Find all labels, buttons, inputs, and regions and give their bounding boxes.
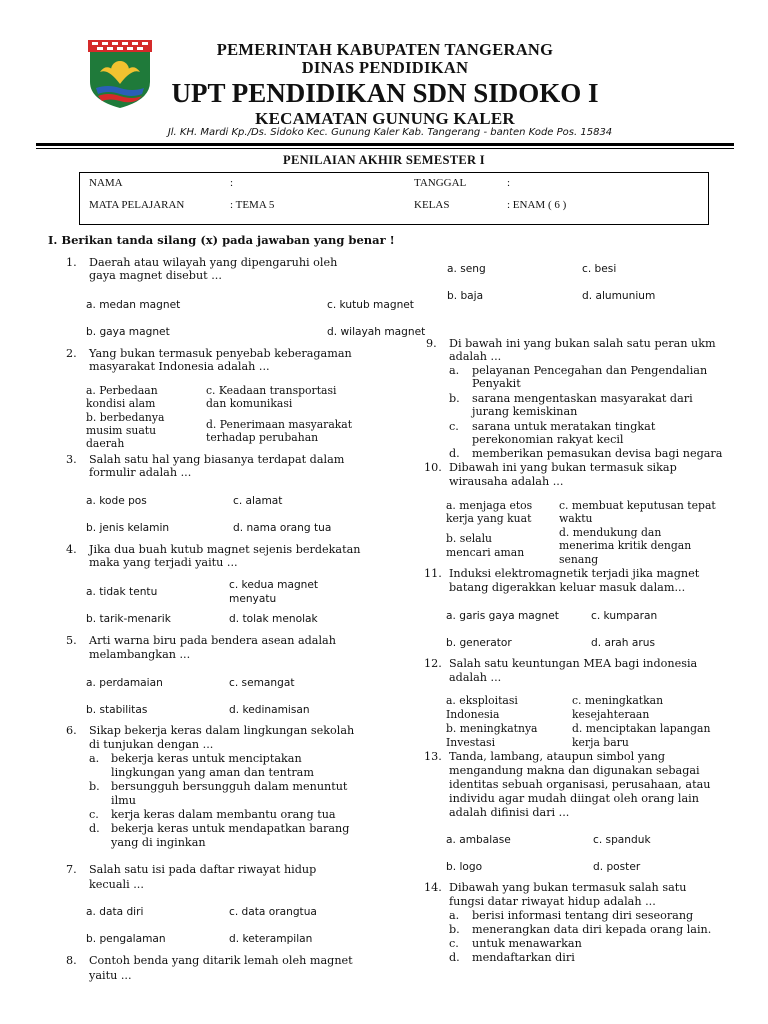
option-a-cont: Indonesia (446, 708, 500, 721)
option-b: b. stabilitas (86, 704, 148, 716)
option-d: d. arah arus (591, 637, 655, 649)
option-a: a. medan magnet (86, 299, 181, 311)
question-number: 2. (66, 347, 77, 360)
option-a: pelayanan Pencegahan dan Pengendalian (472, 364, 708, 377)
question-number: 8. (66, 954, 77, 967)
option-d-label: d. (89, 822, 100, 835)
option-b: b. gaya magnet (86, 326, 170, 338)
question-text: Salah satu hal yang biasanya terdapat dalam (89, 453, 345, 466)
option-a: a. perdamaian (86, 677, 163, 689)
nama-field: : (230, 177, 234, 189)
option-d-cont: senang (559, 553, 599, 566)
question-number: 13. (424, 750, 442, 763)
question-text: Salah satu isi pada daftar riwayat hidup (89, 863, 317, 876)
question-text: Induksi elektromagnetik terjadi jika magnet (449, 567, 700, 580)
question-text: adalah ... (449, 671, 502, 684)
option-d: mendaftarkan diri (472, 951, 575, 964)
option-d: d. poster (593, 861, 641, 873)
option-d: d. kedinamisan (229, 704, 310, 716)
option-c: c. semangat (229, 677, 295, 689)
question-text: adalah ... (449, 350, 502, 363)
option-d: d. wilayah magnet (327, 326, 426, 338)
option-d: d. keterampilan (229, 933, 313, 945)
school-district-logo (84, 38, 156, 110)
question-number: 11. (424, 567, 442, 580)
option-c-cont: kesejahteraan (572, 708, 650, 721)
option-c-cont: dan komunikasi (206, 397, 293, 410)
option-b-cont: mencari aman (446, 546, 525, 559)
option-b: bersungguh bersungguh dalam menuntut (111, 780, 348, 793)
option-c: untuk menawarkan (472, 937, 582, 950)
kelas-label: KELAS (414, 199, 450, 211)
question-number: 3. (66, 453, 77, 466)
option-d: bekerja keras untuk mendapatkan barang (111, 822, 350, 835)
header-district-line: KECAMATAN GUNUNG KALER (255, 109, 515, 128)
option-a: a. seng (447, 263, 486, 275)
question-number: 7. (66, 863, 77, 876)
header-department-line: DINAS PENDIDIKAN (301, 58, 469, 77)
header-government-line: PEMERINTAH KABUPATEN TANGERANG (216, 40, 554, 59)
option-a-cont: kondisi alam (86, 397, 156, 410)
question-text: kecuali ... (89, 878, 144, 891)
option-a: a. garis gaya magnet (446, 610, 559, 622)
option-a-label: a. (89, 752, 100, 765)
option-c: c. Keadaan transportasi (206, 384, 337, 397)
question-number: 5. (66, 634, 77, 647)
option-b-label: b. (449, 392, 460, 405)
question-text: yaitu ... (89, 969, 132, 982)
nama-label: NAMA (89, 177, 123, 189)
option-c-cont: perekonomian rakyat kecil (472, 433, 624, 446)
question-text: Di bawah ini yang bukan salah satu peran ukm (449, 337, 716, 350)
option-a: a. Perbedaan (86, 384, 158, 397)
question-text: Daerah atau wilayah yang dipengaruhi oleh (89, 256, 338, 269)
question-text: Dibawah ini yang bukan termasuk sikap (449, 461, 677, 474)
option-b-cont: daerah (86, 437, 125, 450)
question-text: Sikap bekerja keras dalam lingkungan sekolah (89, 724, 355, 737)
option-a: a. menjaga etos (446, 499, 533, 512)
option-a: bekerja keras untuk menciptakan (111, 752, 302, 765)
option-b: b. generator (446, 637, 512, 649)
question-text: individu agar mudah diingat oleh orang lain (449, 792, 699, 805)
option-d: d. nama orang tua (233, 522, 332, 534)
option-d-label: d. (449, 447, 460, 460)
option-d: d. menciptakan lapangan (572, 722, 711, 735)
question-text: di tunjukan dengan ... (89, 738, 214, 751)
option-a: a. kode pos (86, 495, 147, 507)
option-c: c. data orangtua (229, 906, 317, 918)
kelas-value: : ENAM ( 6 ) (507, 199, 567, 211)
option-d: memberikan pemasukan devisa bagi negara (472, 447, 723, 460)
question-text: wirausaha adalah ... (449, 475, 564, 488)
question-text: identitas sebuah organisasi, perusahaan, atau (449, 778, 711, 791)
question-text: fungsi datar riwayat hidup adalah ... (449, 895, 656, 908)
option-b: b. selalu (446, 532, 493, 545)
header-divider-thin (36, 148, 734, 149)
option-c: c. kedua magnet (229, 579, 319, 591)
option-c: c. kutub magnet (327, 299, 414, 311)
option-d-cont: terhadap perubahan (206, 431, 319, 444)
question-text: Salah satu keuntungan MEA bagi indonesia (449, 657, 698, 670)
option-c: c. besi (582, 263, 617, 275)
option-d: d. tolak menolak (229, 613, 318, 625)
option-d: d. alumunium (582, 290, 656, 302)
question-text: gaya magnet disebut ... (89, 269, 222, 282)
option-d: d. Penerimaan masyarakat (206, 418, 353, 431)
option-d-label: d. (449, 951, 460, 964)
exam-title: PENILAIAN AKHIR SEMESTER I (283, 153, 485, 167)
option-b: sarana mengentaskan masyarakat dari (472, 392, 693, 405)
question-number: 4. (66, 543, 77, 556)
question-number: 6. (66, 724, 77, 737)
student-info-box (79, 172, 709, 225)
option-a: a. ambalase (446, 834, 511, 846)
option-b: b. tarik-menarik (86, 613, 171, 625)
question-number: 1. (66, 256, 77, 269)
option-a-cont: kerja yang kuat (446, 512, 532, 525)
question-text: formulir adalah ... (89, 466, 192, 479)
option-b-label: b. (449, 923, 460, 936)
option-b: b. jenis kelamin (86, 522, 170, 534)
header-school-name: UPT PENDIDIKAN SDN SIDOKO I (171, 78, 599, 108)
question-text: mengandung makna dan digunakan sebagai (449, 764, 700, 777)
option-a: a. data diri (86, 906, 144, 918)
option-b: b. pengalaman (86, 933, 166, 945)
question-text: Jika dua buah kutub magnet sejenis berdekatan (89, 543, 361, 556)
option-c: c. kumparan (591, 610, 658, 622)
option-d-cont: yang di inginkan (111, 836, 206, 849)
option-b: b. meningkatnya (446, 722, 538, 735)
question-text: Yang bukan termasuk penyebab keberagaman (89, 347, 352, 360)
header-divider-thick (36, 143, 734, 146)
question-text: batang digerakkan keluar masuk dalam... (449, 581, 686, 594)
option-c: c. membuat keputusan tepat (559, 499, 716, 512)
option-a-label: a. (449, 364, 460, 377)
option-c-label: c. (89, 808, 99, 821)
section-instruction: I. Berikan tanda silang (x) pada jawaban yang benar ! (48, 233, 395, 247)
mapel-label: MATA PELAJARAN (89, 199, 185, 211)
question-text: adalah difinisi dari ... (449, 806, 570, 819)
question-text: maka yang terjadi yaitu ... (89, 556, 238, 569)
question-number: 9. (426, 337, 437, 350)
option-c: c. spanduk (593, 834, 651, 846)
question-text: masyarakat Indonesia adalah ... (89, 360, 270, 373)
question-text: melambangkan ... (89, 648, 191, 661)
option-c-cont: waktu (559, 512, 593, 525)
option-b: b. baja (447, 290, 484, 302)
tanggal-label: TANGGAL (414, 177, 467, 189)
tanggal-field: : (507, 177, 511, 189)
option-c: kerja keras dalam membantu orang tua (111, 808, 336, 821)
option-d-cont: kerja baru (572, 736, 629, 749)
option-a: a. eksploitasi (446, 694, 518, 707)
option-c-label: c. (449, 937, 459, 950)
option-c: sarana untuk meratakan tingkat (472, 420, 656, 433)
option-d-cont: menerima kritik dengan (559, 539, 692, 552)
option-c: c. alamat (233, 495, 283, 507)
question-number: 10. (424, 461, 442, 474)
question-text: Arti warna biru pada bendera asean adalah (89, 634, 336, 647)
option-b-cont: jurang kemiskinan (472, 405, 578, 418)
option-d: d. mendukung dan (559, 526, 662, 539)
question-text: Dibawah yang bukan termasuk salah satu (449, 881, 687, 894)
option-b-cont: musim suatu (86, 424, 157, 437)
option-c-label: c. (449, 420, 459, 433)
option-b: b. berbedanya (86, 411, 165, 424)
option-b-cont: ilmu (111, 794, 136, 807)
option-a: berisi informasi tentang diri seseorang (472, 909, 694, 922)
option-b: menerangkan data diri kepada orang lain. (472, 923, 712, 936)
option-c-cont: menyatu (229, 593, 277, 605)
option-a-cont: lingkungan yang aman dan tentram (111, 766, 314, 779)
option-a: a. tidak tentu (86, 586, 158, 598)
option-a-cont: Penyakit (472, 377, 521, 390)
question-number: 14. (424, 881, 442, 894)
mapel-value: : TEMA 5 (230, 199, 275, 211)
option-c: c. meningkatkan (572, 694, 664, 707)
question-number: 12. (424, 657, 442, 670)
question-text: Contoh benda yang ditarik lemah oleh magnet (89, 954, 353, 967)
option-b-label: b. (89, 780, 100, 793)
option-b: b. logo (446, 861, 483, 873)
question-text: Tanda, lambang, ataupun simbol yang (449, 750, 666, 763)
option-b-cont: Investasi (446, 736, 496, 749)
option-a-label: a. (449, 909, 460, 922)
header-address: Jl. KH. Mardi Kp./Ds. Sidoko Kec. Gunung Kaler Kab. Tangerang - banten Kode Pos. 15834 (167, 127, 613, 138)
